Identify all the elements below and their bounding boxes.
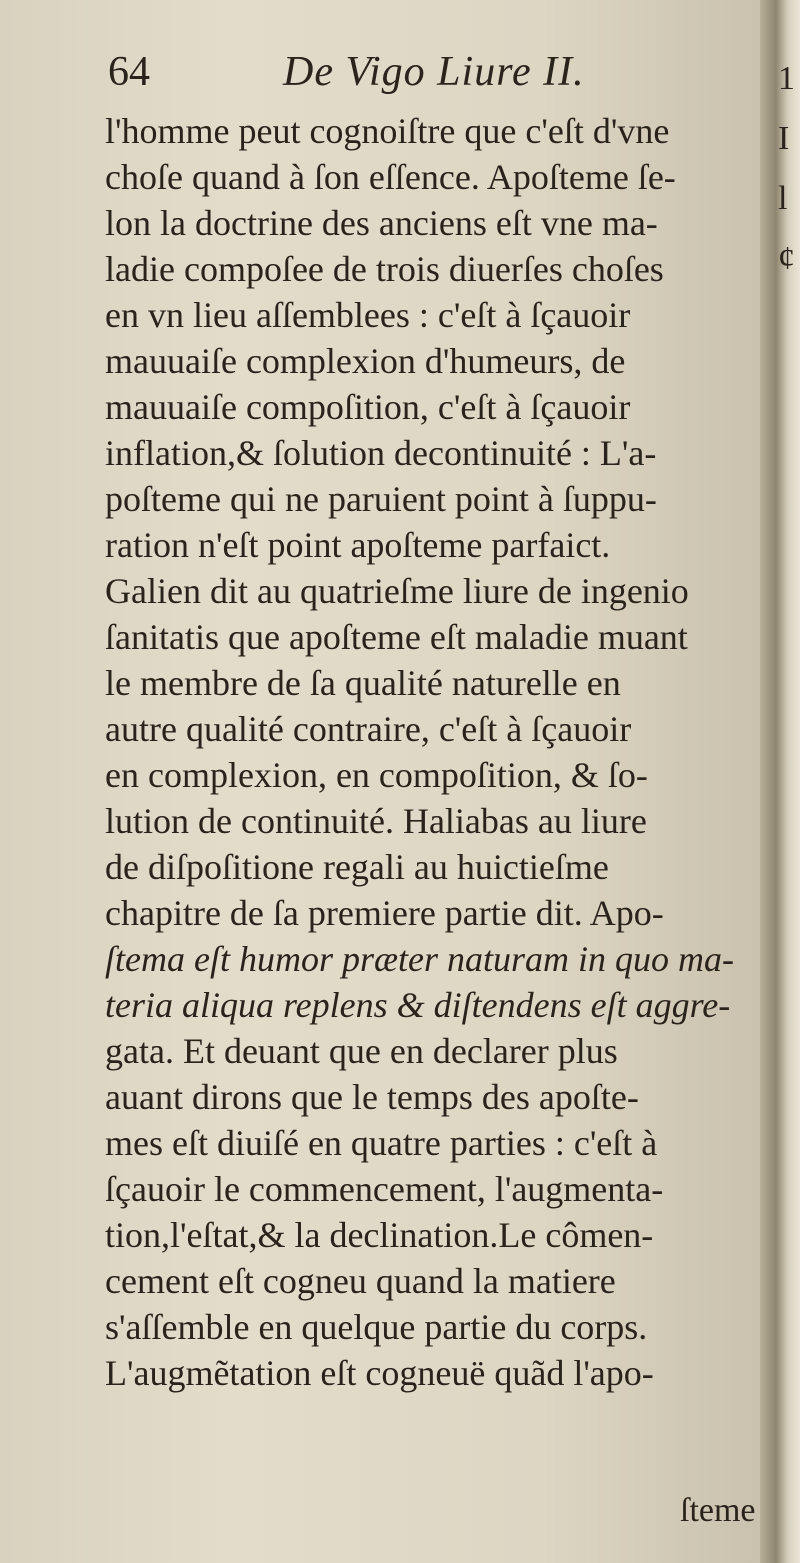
text-line: inflation,& ſolution decontinuité : L'a- [105, 433, 657, 473]
binding-gutter [760, 0, 800, 1563]
latin-quote-line: teria aliqua replens & diſtendens eſt aggre- [105, 985, 731, 1025]
text-line: Galien dit au quatrieſme liure de ingenio [105, 571, 689, 611]
latin-quote-line: ſtema eſt humor præter naturam in quo ma- [105, 939, 734, 979]
edge-glyph: l [778, 180, 788, 217]
text-line: ſanitatis que apoſteme eſt maladie muant [105, 617, 688, 657]
text-line: ſçauoir le commencement, l'augmenta- [105, 1169, 664, 1209]
next-page-edge [778, 60, 798, 300]
text-line: mauuaiſe compoſition, c'eſt à ſçauoir [105, 387, 631, 427]
text-line: gata. Et deuant que en declarer plus [105, 1031, 618, 1071]
text-line: ladie compoſee de trois diuerſes choſes [105, 249, 664, 289]
text-line: en complexion, en compoſition, & ſo- [105, 755, 648, 795]
edge-glyph: I [778, 120, 790, 157]
text-line: autre qualité contraire, c'eſt à ſçauoir [105, 709, 632, 749]
text-line: mes eſt diuiſé en quatre parties : c'eſt à [105, 1123, 658, 1163]
catchword: ſteme [680, 1492, 756, 1529]
text-line: ration n'eſt point apoſteme parfaict. [105, 525, 611, 565]
edge-glyph: ¢ [778, 240, 795, 277]
text-line: auant dirons que le temps des apoſte- [105, 1077, 639, 1117]
text-line: de diſpoſitione regali au huictieſme [105, 847, 609, 887]
page-number: 64 [108, 49, 150, 95]
text-line: l'homme peut cognoiſtre que c'eſt d'vne [105, 111, 670, 151]
text-line: choſe quand à ſon eſſence. Apoſteme ſe- [105, 157, 676, 197]
text-line: mauuaiſe complexion d'humeurs, de [105, 341, 626, 381]
page-header [108, 42, 708, 102]
body-text [105, 108, 765, 1396]
edge-glyph: 1 [778, 60, 795, 97]
text-line: le membre de ſa qualité naturelle en [105, 663, 621, 703]
text-line: en vn lieu aſſemblees : c'eſt à ſçauoir [105, 295, 631, 335]
text-line: s'aſſemble en quelque partie du corps. [105, 1307, 648, 1347]
text-line: cement eſt cogneu quand la matiere [105, 1261, 616, 1301]
text-line: lution de continuité. Haliabas au liure [105, 801, 647, 841]
running-head: De Vigo Liure II. [283, 49, 585, 95]
text-line: L'augmẽtation eſt cogneuë quãd l'apo- [105, 1353, 654, 1393]
text-line: chapitre de ſa premiere partie dit. Apo- [105, 893, 664, 933]
text-line: poſteme qui ne paruient point à ſuppu- [105, 479, 657, 519]
text-line: lon la doctrine des anciens eſt vne ma- [105, 203, 658, 243]
text-line: tion,l'eſtat,& la declination.Le cômen- [105, 1215, 654, 1255]
